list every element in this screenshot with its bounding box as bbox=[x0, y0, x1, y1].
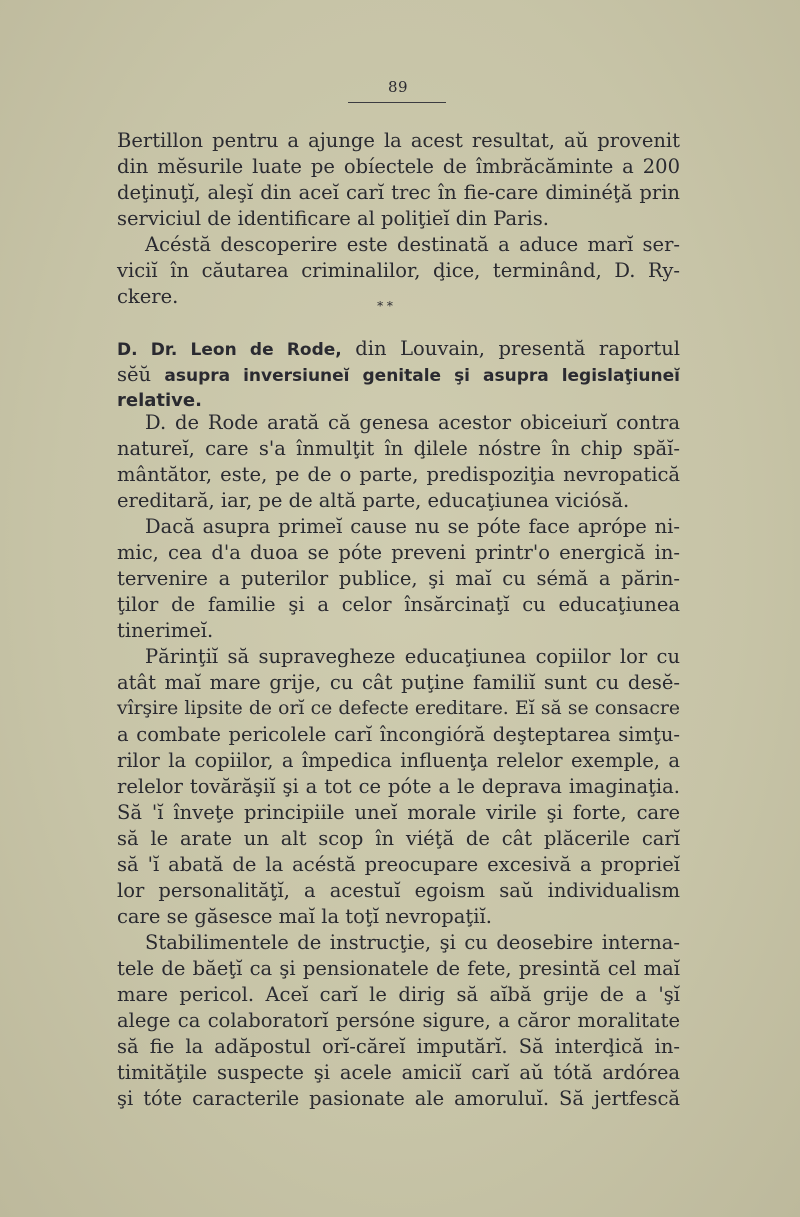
text-line: Dacă asupra primeĭ cause nu se póte face aprópe ni- bbox=[145, 515, 680, 538]
text-line: mântător, este, pe de o parte, predispoziţia nevropatică bbox=[117, 463, 680, 486]
text-line: mic, cea d'a duoa se póte preveni printr'o energică in- bbox=[117, 541, 680, 564]
text-line: rilor la copiilor, a împedica influenţa relelor exemple, a bbox=[117, 749, 680, 772]
text-line: Acéstă descoperire este destinată a aduce marĭ ser- bbox=[145, 233, 680, 256]
text-line: şi tóte caracterile pasionate ale amoruluĭ. Să jertfescă bbox=[117, 1087, 680, 1110]
speaker-name: D. Dr. Leon de Rode, bbox=[117, 340, 342, 360]
report-title: asupra inversiuneĭ genitale şi asupra legislaţiuneĭ bbox=[164, 366, 680, 386]
heading-text: din Louvain, presentă raportul bbox=[341, 337, 680, 360]
text-line: ereditară, iar, pe de altă parte, educaţiunea viciósă. bbox=[117, 489, 630, 512]
text-line: care se găsesce maĭ la toţĭ nevropaţiĭ. bbox=[117, 905, 492, 928]
page-number: 89 bbox=[387, 78, 409, 96]
text-line: ckere. bbox=[117, 285, 179, 308]
text-line: lor personalităţĭ, a acestuĭ egoism saŭ individualism bbox=[117, 879, 680, 902]
text-line: relelor tovărăşiĭ şi a tot ce póte a le deprava imaginaţia. bbox=[117, 775, 680, 798]
text-line: viciĭ în căutarea criminalilor, ḑice, terminând, D. Ry- bbox=[117, 259, 680, 282]
text-line: natureĭ, care s'a înmulţit în ḑilele nóstre în chip spăĭ- bbox=[117, 437, 680, 460]
report-title: relative. bbox=[117, 390, 202, 411]
text-line: D. de Rode arată că genesa acestor obiceiurĭ contra bbox=[145, 411, 680, 434]
text-line: să 'ĭ abată de la acéstă preocupare excesivă a proprieĭ bbox=[117, 853, 680, 876]
text-line: Bertillon pentru a ajunge la acest resultat, aŭ provenit bbox=[117, 129, 680, 152]
text-line: serviciul de identificare al poliţieĭ din Paris. bbox=[117, 207, 549, 230]
text-line: vîrşire lipsite de orĭ ce defecte ereditare. Eĭ să se consacre bbox=[117, 698, 680, 719]
header-rule bbox=[348, 102, 446, 103]
text-line: să fie la adăpostul orĭ-căreĭ imputărĭ. Să interḑică in- bbox=[117, 1035, 680, 1058]
text-line: timităţile suspecte şi acele amiciĭ carĭ aŭ tótă ardórea bbox=[117, 1061, 680, 1084]
text-line: a combate pericolele carĭ încongióră deşteptarea simţu- bbox=[117, 723, 680, 746]
text-line: atât maĭ mare grije, cu cât puţine familiĭ sunt cu desĕ- bbox=[117, 671, 680, 694]
text-line: tinerimeĭ. bbox=[117, 619, 214, 642]
text-line: deţinuţĭ, aleşĭ din aceĭ carĭ trec în fie-care diminéţă prin bbox=[117, 181, 680, 204]
text-line: Stabilimentele de instrucţie, şi cu deosebire interna- bbox=[145, 931, 680, 954]
text-line: ţilor de familie şi a celor însărcinaţĭ cu educaţiunea bbox=[117, 593, 680, 616]
heading-text: sĕŭ bbox=[117, 363, 165, 386]
section-heading-line bbox=[117, 336, 680, 363]
text-line: alege ca colaboratorĭ persóne sigure, a căror moralitate bbox=[117, 1009, 680, 1032]
section-heading-line bbox=[117, 362, 680, 389]
text-line: să le arate un alt scop în viéţă de cât plăcerile carĭ bbox=[117, 827, 680, 850]
text-line: tele de băeţĭ ca şi pensionatele de fete, presintă cel maĭ bbox=[117, 957, 680, 980]
text-line: Să 'ĭ înveţe principiile uneĭ morale virile şi forte, care bbox=[117, 801, 680, 824]
section-separator: * * bbox=[377, 299, 393, 313]
text-line: mare pericol. Aceĭ carĭ le dirig să aĭbă grije de a 'şĭ bbox=[117, 983, 680, 1006]
text-line: din mĕsurile luate pe obíectele de îmbrăcăminte a 200 bbox=[117, 155, 680, 178]
text-line: Părinţiĭ să supravegheze educaţiunea copiilor lor cu bbox=[145, 645, 680, 668]
text-line: tervenire a puterilor publice, şi maĭ cu sémă a părin- bbox=[117, 567, 680, 590]
